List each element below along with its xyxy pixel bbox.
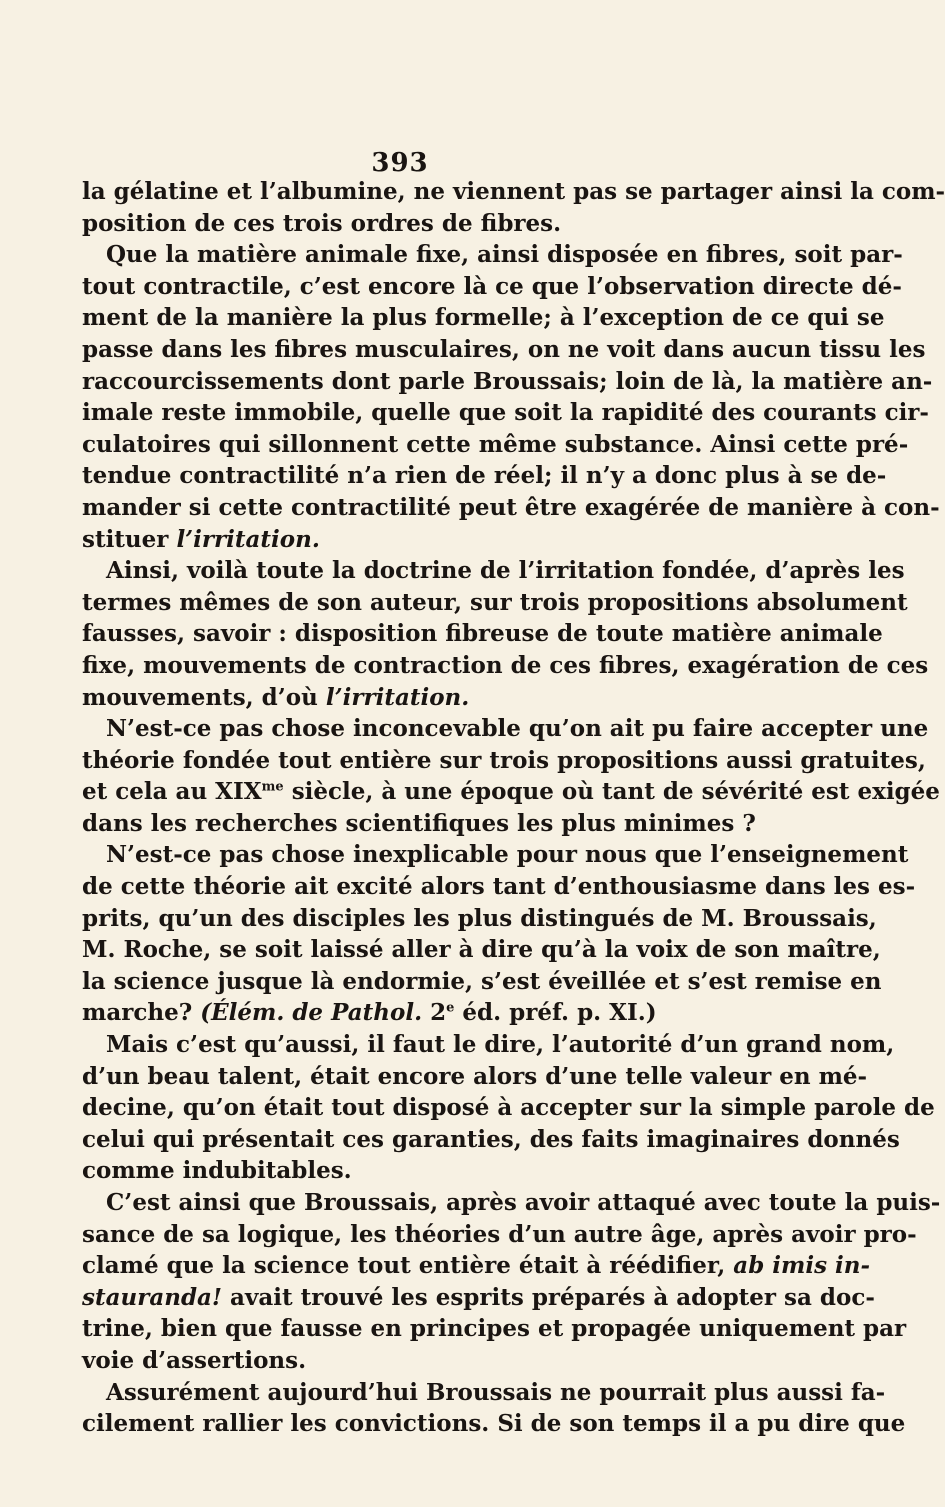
text-line: théorie fondée tout entière sur trois propositions aussi gratuites, — [82, 746, 926, 774]
text-line: N’est-ce pas chose inexplicable pour nous que l’enseignement — [106, 841, 909, 869]
superscript: e — [446, 1000, 455, 1016]
citation: (Élém. de Pathol. — [200, 999, 423, 1027]
text-line: mander si cette contractilité peut être exagérée de manière à con- — [82, 493, 940, 521]
latin-phrase: stauranda! — [82, 1283, 223, 1311]
text-fragment: clamé que la science tout entière était à réédifier, — [82, 1252, 726, 1280]
text-line: celui qui présentait ces garanties, des faits imaginaires donnés — [82, 1125, 900, 1153]
text-line: M. Roche, se soit laissé aller à dire qu’à la voix de son maître, — [82, 936, 881, 964]
text-fragment: stituer — [82, 525, 169, 553]
text-line: termes mêmes de son auteur, sur trois propositions absolument — [82, 588, 908, 616]
text-line: tendue contractilité n’a rien de réel; il n’y a donc plus à se de- — [82, 462, 887, 490]
latin-phrase: ab imis in- — [733, 1252, 871, 1280]
text-line: sance de sa logique, les théories d’un autre âge, après avoir pro- — [82, 1220, 917, 1248]
text-line: Mais c’est qu’aussi, il faut le dire, l’autorité d’un grand nom, — [106, 1031, 895, 1059]
italic-term: l’irritation. — [325, 683, 470, 711]
text-line: cilement rallier les convictions. Si de son temps il a pu dire que — [82, 1410, 906, 1438]
text-line: culatoires qui sillonnent cette même substance. Ainsi cette pré- — [82, 430, 909, 458]
text-line: fixe, mouvements de contraction de ces fibres, exagération de ces — [82, 651, 929, 679]
text-fragment: siècle, à une époque où tant de sévérité est exigée — [291, 778, 940, 806]
text-fragment: 2 — [430, 999, 447, 1027]
text-line: comme indubitables. — [82, 1157, 352, 1185]
text-fragment: éd. préf. p. XI.) — [462, 999, 657, 1027]
text-fragment: avait trouvé les esprits préparés à adopter sa doc- — [230, 1283, 875, 1311]
text-line — [82, 1250, 871, 1282]
text-line: dans les recherches scientifiques les plus minimes ? — [82, 809, 756, 837]
page-number: 393 — [371, 148, 429, 178]
text-line — [82, 997, 726, 1029]
text-line — [82, 776, 940, 808]
text-line: tout contractile, c’est encore là ce que l’observation directe dé- — [82, 272, 902, 300]
text-line: de cette théorie ait excité alors tant d’enthousiasme dans les es- — [82, 873, 916, 901]
text-fragment: et cela au XIX — [82, 778, 262, 806]
text-line: passe dans les fibres musculaires, on ne voit dans aucun tissu les — [82, 335, 926, 363]
body-text — [82, 176, 945, 1440]
text-fragment: marche? — [82, 999, 193, 1027]
text-line: position de ces trois ordres de fibres. — [82, 209, 562, 237]
text-fragment: mouvements, d’où — [82, 683, 318, 711]
text-line: ment de la manière la plus formelle; à l’exception de ce qui se — [82, 304, 885, 332]
text-line: Assurément aujourd’hui Broussais ne pourrait plus aussi fa- — [106, 1378, 886, 1406]
text-line: Que la matière animale fixe, ainsi disposée en fibres, soit par- — [106, 241, 903, 269]
text-line — [82, 682, 726, 714]
text-line: imale reste immobile, quelle que soit la rapidité des courants cir- — [82, 399, 929, 427]
text-line: prits, qu’un des disciples les plus distingués de M. Broussais, — [82, 904, 877, 932]
text-line: raccourcissements dont parle Broussais; loin de là, la matière an- — [82, 367, 933, 395]
text-line — [82, 1282, 875, 1314]
text-line: trine, bien que fausse en principes et propagée uniquement par — [82, 1315, 907, 1343]
superscript: me — [261, 779, 284, 795]
text-line: decine, qu’on était tout disposé à accepter sur la simple parole de — [82, 1094, 935, 1122]
text-line: d’un beau talent, était encore alors d’une telle valeur en mé- — [82, 1062, 868, 1090]
text-line: la gélatine et l’albumine, ne viennent pas se partager ainsi la com- — [82, 178, 945, 205]
text-line: voie d’assertions. — [82, 1346, 307, 1374]
text-line: N’est-ce pas chose inconcevable qu’on ait pu faire accepter une — [106, 715, 929, 743]
text-line: Ainsi, voilà toute la doctrine de l’irritation fondée, d’après les — [106, 557, 905, 585]
italic-term: l’irritation. — [176, 525, 320, 553]
text-line: la science jusque là endormie, s’est éveillée et s’est remise en — [82, 967, 882, 995]
text-line: C’est ainsi que Broussais, après avoir attaqué avec toute la puis- — [106, 1189, 941, 1216]
text-line — [82, 524, 726, 556]
text-line: fausses, savoir : disposition fibreuse de toute matière animale — [82, 620, 883, 648]
